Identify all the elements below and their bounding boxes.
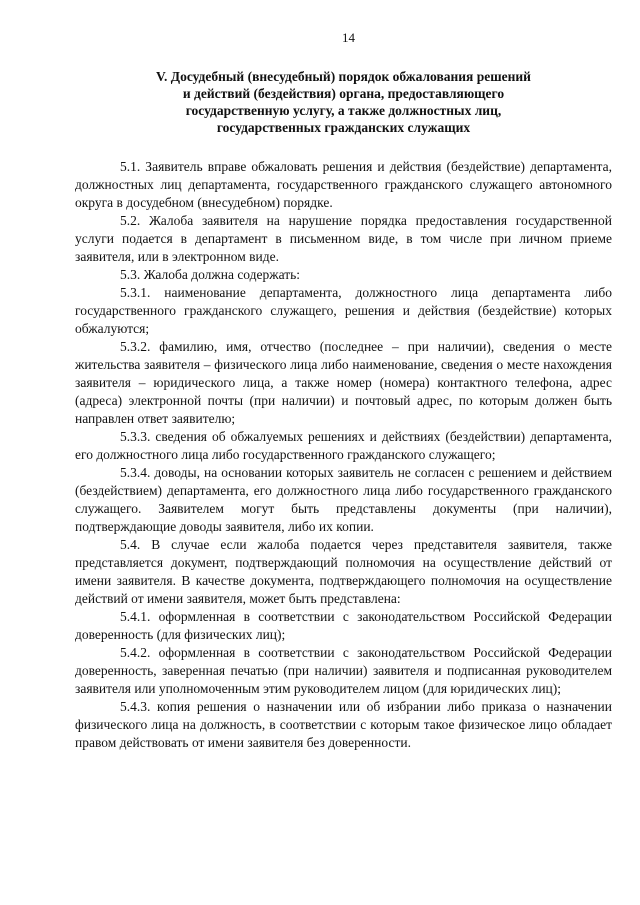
paragraph-5-4-3: 5.4.3. копия решения о назначении или об избрании либо приказа о назначении физического лица на должность, в соответствии с которым такое физическое лицо обладает правом действовать от имени заявителя без доверенности. bbox=[75, 699, 612, 750]
paragraph-5-3: 5.3. Жалоба должна содержать: bbox=[120, 267, 301, 282]
paragraph-5-1: 5.1. Заявитель вправе обжаловать решения и действия (бездействие) департамента, должностных лиц департамента, государственного гражданского служащего автономного округа в досудебном (внесудебном) порядке. bbox=[75, 159, 612, 210]
heading-line: государственных гражданских служащих bbox=[216, 120, 471, 135]
paragraph-5-3-4: 5.3.4. доводы, на основании которых заявитель не согласен с решением и действием (бездействием) департамента, его должностного лица либо государственного гражданского служащего. Заявителем могут быть представлены документы (при наличии), подтверждающие доводы заявителя, либо их копии. bbox=[75, 465, 612, 534]
section-heading bbox=[75, 68, 612, 136]
heading-line: и действий (бездействия) органа, предоставляющего bbox=[182, 86, 505, 101]
page-number: 14 bbox=[342, 30, 355, 45]
paragraph-5-4-2: 5.4.2. оформленная в соответствии с законодательством Российской Федерации доверенность, заверенная печатью (при наличии) заявителя и подписанная руководителем заявителя или уполномоченным этим руководителем лицом (для юридических лиц); bbox=[75, 645, 612, 696]
heading-line: государственную услугу, а также должностных лиц, bbox=[185, 103, 502, 118]
paragraph-5-3-2: 5.3.2. фамилию, имя, отчество (последнее – при наличии), сведения о месте жительства заявителя – физического лица либо наименование, сведения о месте нахождения заявителя – юридического лица, а также номер (номера) контактного телефона, адрес (адреса) электронной почты (при наличии) и почтовый адрес, по которым должен быть направлен ответ заявителю; bbox=[75, 339, 612, 426]
paragraph-5-3-3: 5.3.3. сведения об обжалуемых решениях и действиях (бездействии) департамента, его должностного лица либо государственного гражданского служащего; bbox=[75, 429, 612, 462]
paragraph-5-4: 5.4. В случае если жалоба подается через представителя заявителя, также представляется документ, подтверждающий полномочия на осуществление действий от имени заявителя. В качестве документа, подтверждающего полномочия на осуществление действий от имени заявителя, может быть представлена: bbox=[75, 537, 612, 606]
heading-line: V. Досудебный (внесудебный) порядок обжалования решений bbox=[156, 69, 531, 84]
paragraph-5-4-1: 5.4.1. оформленная в соответствии с законодательством Российской Федерации доверенность (для физических лиц); bbox=[75, 609, 612, 642]
paragraph-5-2: 5.2. Жалоба заявителя на нарушение порядка предоставления государственной услуги подается в департамент в письменном виде, в том числе при личном приеме заявителя, или в электронном виде. bbox=[75, 213, 612, 264]
paragraph-5-3-1: 5.3.1. наименование департамента, должностного лица департамента либо государственного гражданского служащего, решения и действия (бездействие) которых обжалуются; bbox=[75, 285, 612, 336]
document-body bbox=[75, 158, 612, 752]
